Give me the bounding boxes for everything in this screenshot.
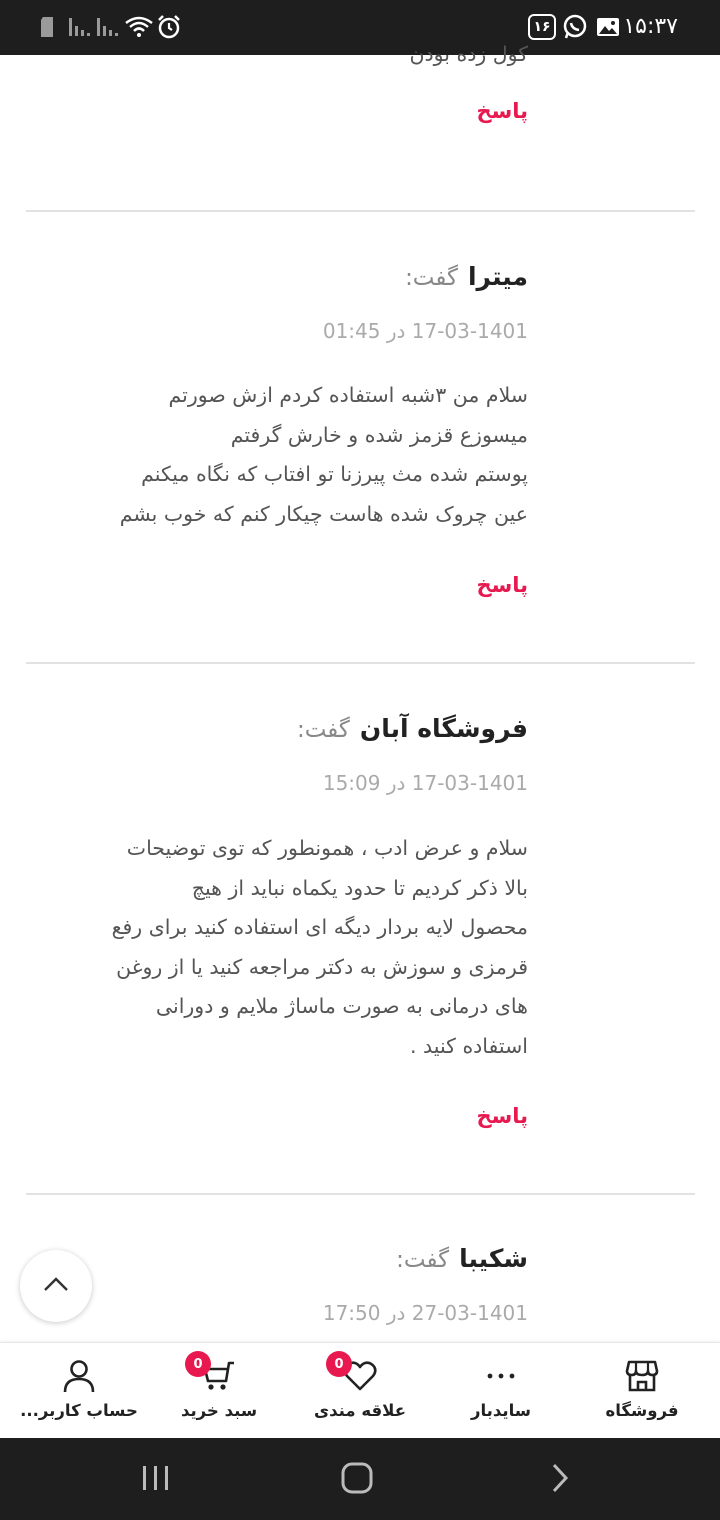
comment-text-line: میسوزع قزمز شده و خارش گرفتم [230,422,528,447]
comment-author-line [297,714,528,743]
comment-divider [26,1193,695,1195]
system-nav-bar [0,1438,720,1520]
reply-link[interactable]: پاسخ [476,573,528,597]
chevron-up-icon [43,1276,69,1296]
nav-label: فروشگاه [605,1401,679,1420]
comment-text-line: پوستم شده مث پیرزنا تو افتاب که نگاه میکنم [141,462,528,486]
comment-divider [26,210,695,212]
reply-link[interactable]: پاسخ [476,99,528,123]
comments-list [0,42,720,1342]
user-icon [59,1357,99,1395]
notification-count-badge: ۱۶ [528,14,556,40]
store-icon [622,1357,662,1395]
nav-item-store[interactable] [567,1343,717,1439]
comment-date: 17-03-1401 در 15:09 [322,771,528,795]
comment-author-line [396,1244,528,1273]
comment-text-line: سلام و عرض ادب ، همونطور که توی توضیحات [126,836,528,860]
clock: ۱۵:۳۷ [623,14,678,39]
nav-item-account[interactable] [4,1343,154,1439]
comment-text-line: محصول لایه بردار دیگه ای استفاده کنید برای رفع [111,915,528,939]
comment-said: گفت: [396,1247,450,1273]
recent-apps-icon [141,1464,171,1496]
comment-text-line: سلام من ۳شبه استفاده کردم ازش صورتم [168,383,528,407]
cart-count-badge: 0 [185,1351,211,1377]
comment-said: گفت: [405,265,458,291]
home-icon [341,1462,373,1498]
wishlist-count-badge: 0 [326,1351,352,1377]
comment-text-line: بالا ذکر کردیم تا حدود یکماه نباید از هیچ [191,875,528,900]
home-button[interactable] [332,1460,382,1500]
comment-author: فروشگاه آبان [359,714,528,743]
whatsapp-icon [562,14,588,40]
comment-author: شکیبا [459,1244,528,1273]
comment-text-line: قرمزی و سوزش به دکتر مراجعه کنید یا از روغن [116,954,528,979]
comment-text-line: کول زده بودن [409,42,528,66]
comment-divider [26,662,695,664]
gallery-icon [596,14,620,40]
nav-label: سبد خرید [180,1401,258,1420]
comment-text [28,829,528,1066]
bottom-nav [0,1342,720,1438]
comment-date: 17-03-1401 در 01:45 [322,319,528,343]
nav-item-wishlist[interactable] [285,1343,435,1439]
nav-item-cart[interactable] [144,1343,294,1439]
comment-author-line [405,262,528,291]
comment-date: 27-03-1401 در 17:50 [322,1301,528,1325]
nav-label: حساب کاربر... [20,1401,138,1420]
comment-text [28,376,528,534]
nav-label: علاقه مندی [314,1401,406,1420]
comment-text-line: استفاده کنید . [410,1033,528,1058]
scroll-to-top-button[interactable] [20,1250,92,1322]
recent-apps-button[interactable] [131,1460,181,1500]
comment-author: میترا [467,262,528,291]
cart-icon [193,1356,239,1395]
more-dots-icon [481,1357,521,1395]
comment-said: گفت: [296,717,350,743]
chevron-right-icon [550,1463,570,1497]
heart-icon [334,1356,380,1395]
comment-text-line: عین چروک شده هاست چیکار کنم که خوب بشم [119,501,528,526]
back-button[interactable] [535,1460,585,1500]
nav-item-sidebar[interactable] [426,1343,576,1439]
comment-text-line: های درمانی به صورت ماساژ ملایم و دورانی [155,994,528,1018]
reply-link[interactable]: پاسخ [476,1104,528,1128]
nav-label: سایدبار [470,1401,532,1420]
